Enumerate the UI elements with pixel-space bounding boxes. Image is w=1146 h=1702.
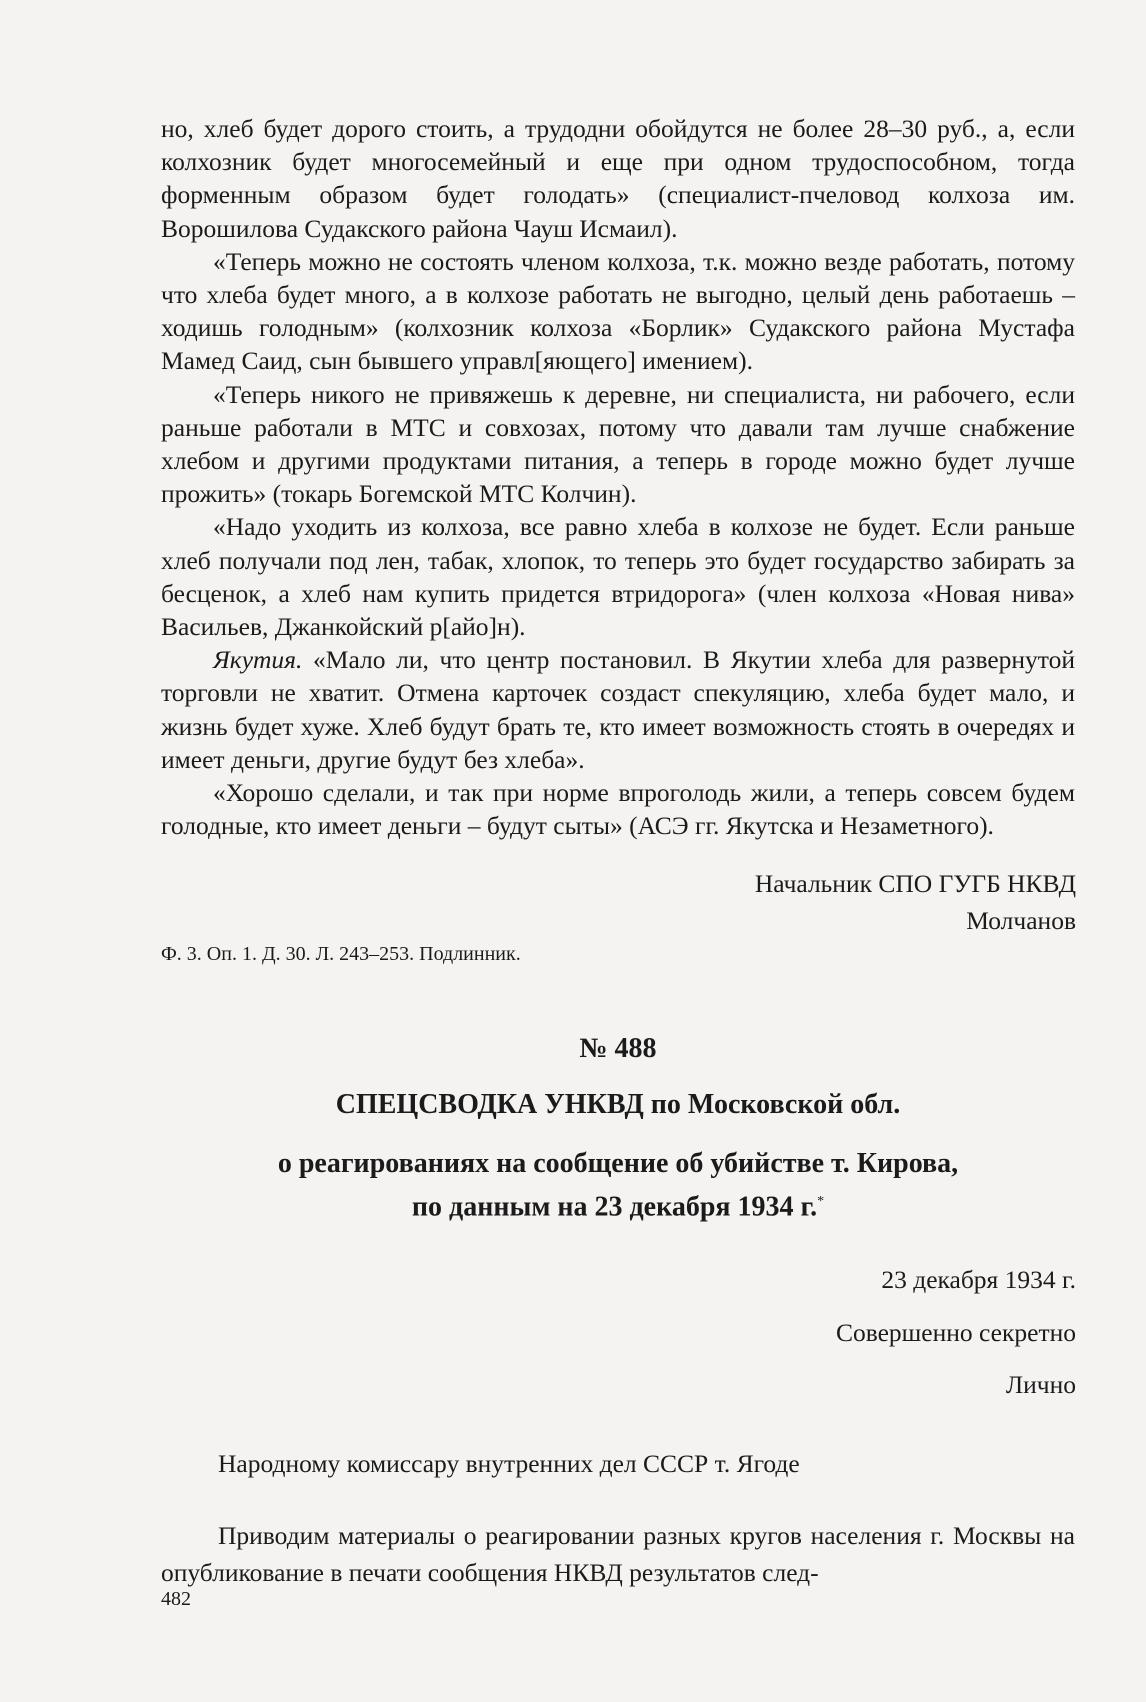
classification-stamp: Совершенно секретно	[835, 1318, 1076, 1347]
body-text	[161, 112, 1075, 842]
subtitle-line	[161, 1183, 1075, 1226]
paragraph: «Теперь можно не состоять членом колхоза, т.к. можно везде работать, потому что хлеба будет много, а в колхозе работать не выгодно, целый день работаешь – ходишь голодным» (колхозник колхоза «Борлик» Судакского района Мустафа Мамед Саид, сын бывшего управл[яющего] имением).	[161, 246, 1075, 376]
paragraph: «Теперь никого не привяжешь к деревне, ни специалиста, ни рабочего, если раньше работали в МТС и совхозах, потому что давали там лучше снабжение хлебом и другими продуктами питания, а теперь в городе можно будет лучше прожить» (токарь Богемской МТС Колчин).	[161, 379, 1075, 509]
document-title: СПЕЦСВОДКА УНКВД по Московской обл.	[335, 1089, 901, 1120]
signature-block	[576, 865, 1076, 939]
region-label: Якутия.	[213, 645, 303, 675]
subtitle-date: по данным на 23 декабря 1934 г.	[411, 1191, 818, 1223]
paragraph: но, хлеб будет дорого стоить, а трудодни обойдутся не более 28–30 руб., а, если колхозник будет многосемейный и еще при одном трудоспособном, тогда форменным образом будет голодать» (специалист-пчеловод колхоза им. Ворошилова Судакского района Чауш Исмаил).	[161, 114, 1075, 243]
paragraph: «Надо уходить из колхоза, все равно хлеба в колхозе не будет. Если раньше хлеб получали под лен, табак, хлопок, то теперь это будет государство забирать за бесценок, а хлеб нам купить придется втридорога» (член колхоза «Новая нива» Васильев, Джанкойский р[айо]н).	[161, 512, 1075, 642]
subtitle-line: о реагированиях на сообщение об убийстве т. Кирова,	[277, 1148, 959, 1179]
page-number: 482	[161, 1588, 191, 1610]
addressee: Народному комиссару внутренних дел СССР т. Ягоде	[218, 1449, 800, 1478]
signature-position: Начальник СПО ГУГБ НКВД	[754, 869, 1076, 898]
document-date: 23 декабря 1934 г.	[881, 1265, 1076, 1294]
signature-name: Молчанов	[966, 906, 1076, 935]
intro-paragraph: Приводим материалы о реагировании разных кругов населения г. Москвы на опубликование в печати сообщения НКВД результатов след-	[161, 1521, 1075, 1587]
document-subtitle	[161, 1145, 1075, 1226]
archive-reference: Ф. 3. Оп. 1. Д. 30. Л. 243–253. Подлинник.	[161, 943, 521, 965]
document-number: № 488	[579, 1033, 657, 1064]
footnote-mark: *	[817, 1194, 825, 1209]
paragraph: «Хорошо сделали, и так при норме впроголодь жили, а теперь совсем будем голодные, кто имеет деньги – будут сыты» (АСЭ гг. Якутска и Незаметного).	[161, 778, 1075, 841]
paragraph-yakutia	[161, 643, 1075, 776]
paragraph-text: «Мало ли, что центр постановил. В Якутии хлеба для развернутой торговли не хватит. Отмена карточек создаст спекуляцию, хлеба будет мало, и жизнь будет хуже. Хлеб будут брать те, кто имеет возможность стоять в очередях и имеет деньги, другие будут без хлеба».	[161, 645, 1075, 774]
handling-note: Лично	[1005, 1370, 1076, 1399]
